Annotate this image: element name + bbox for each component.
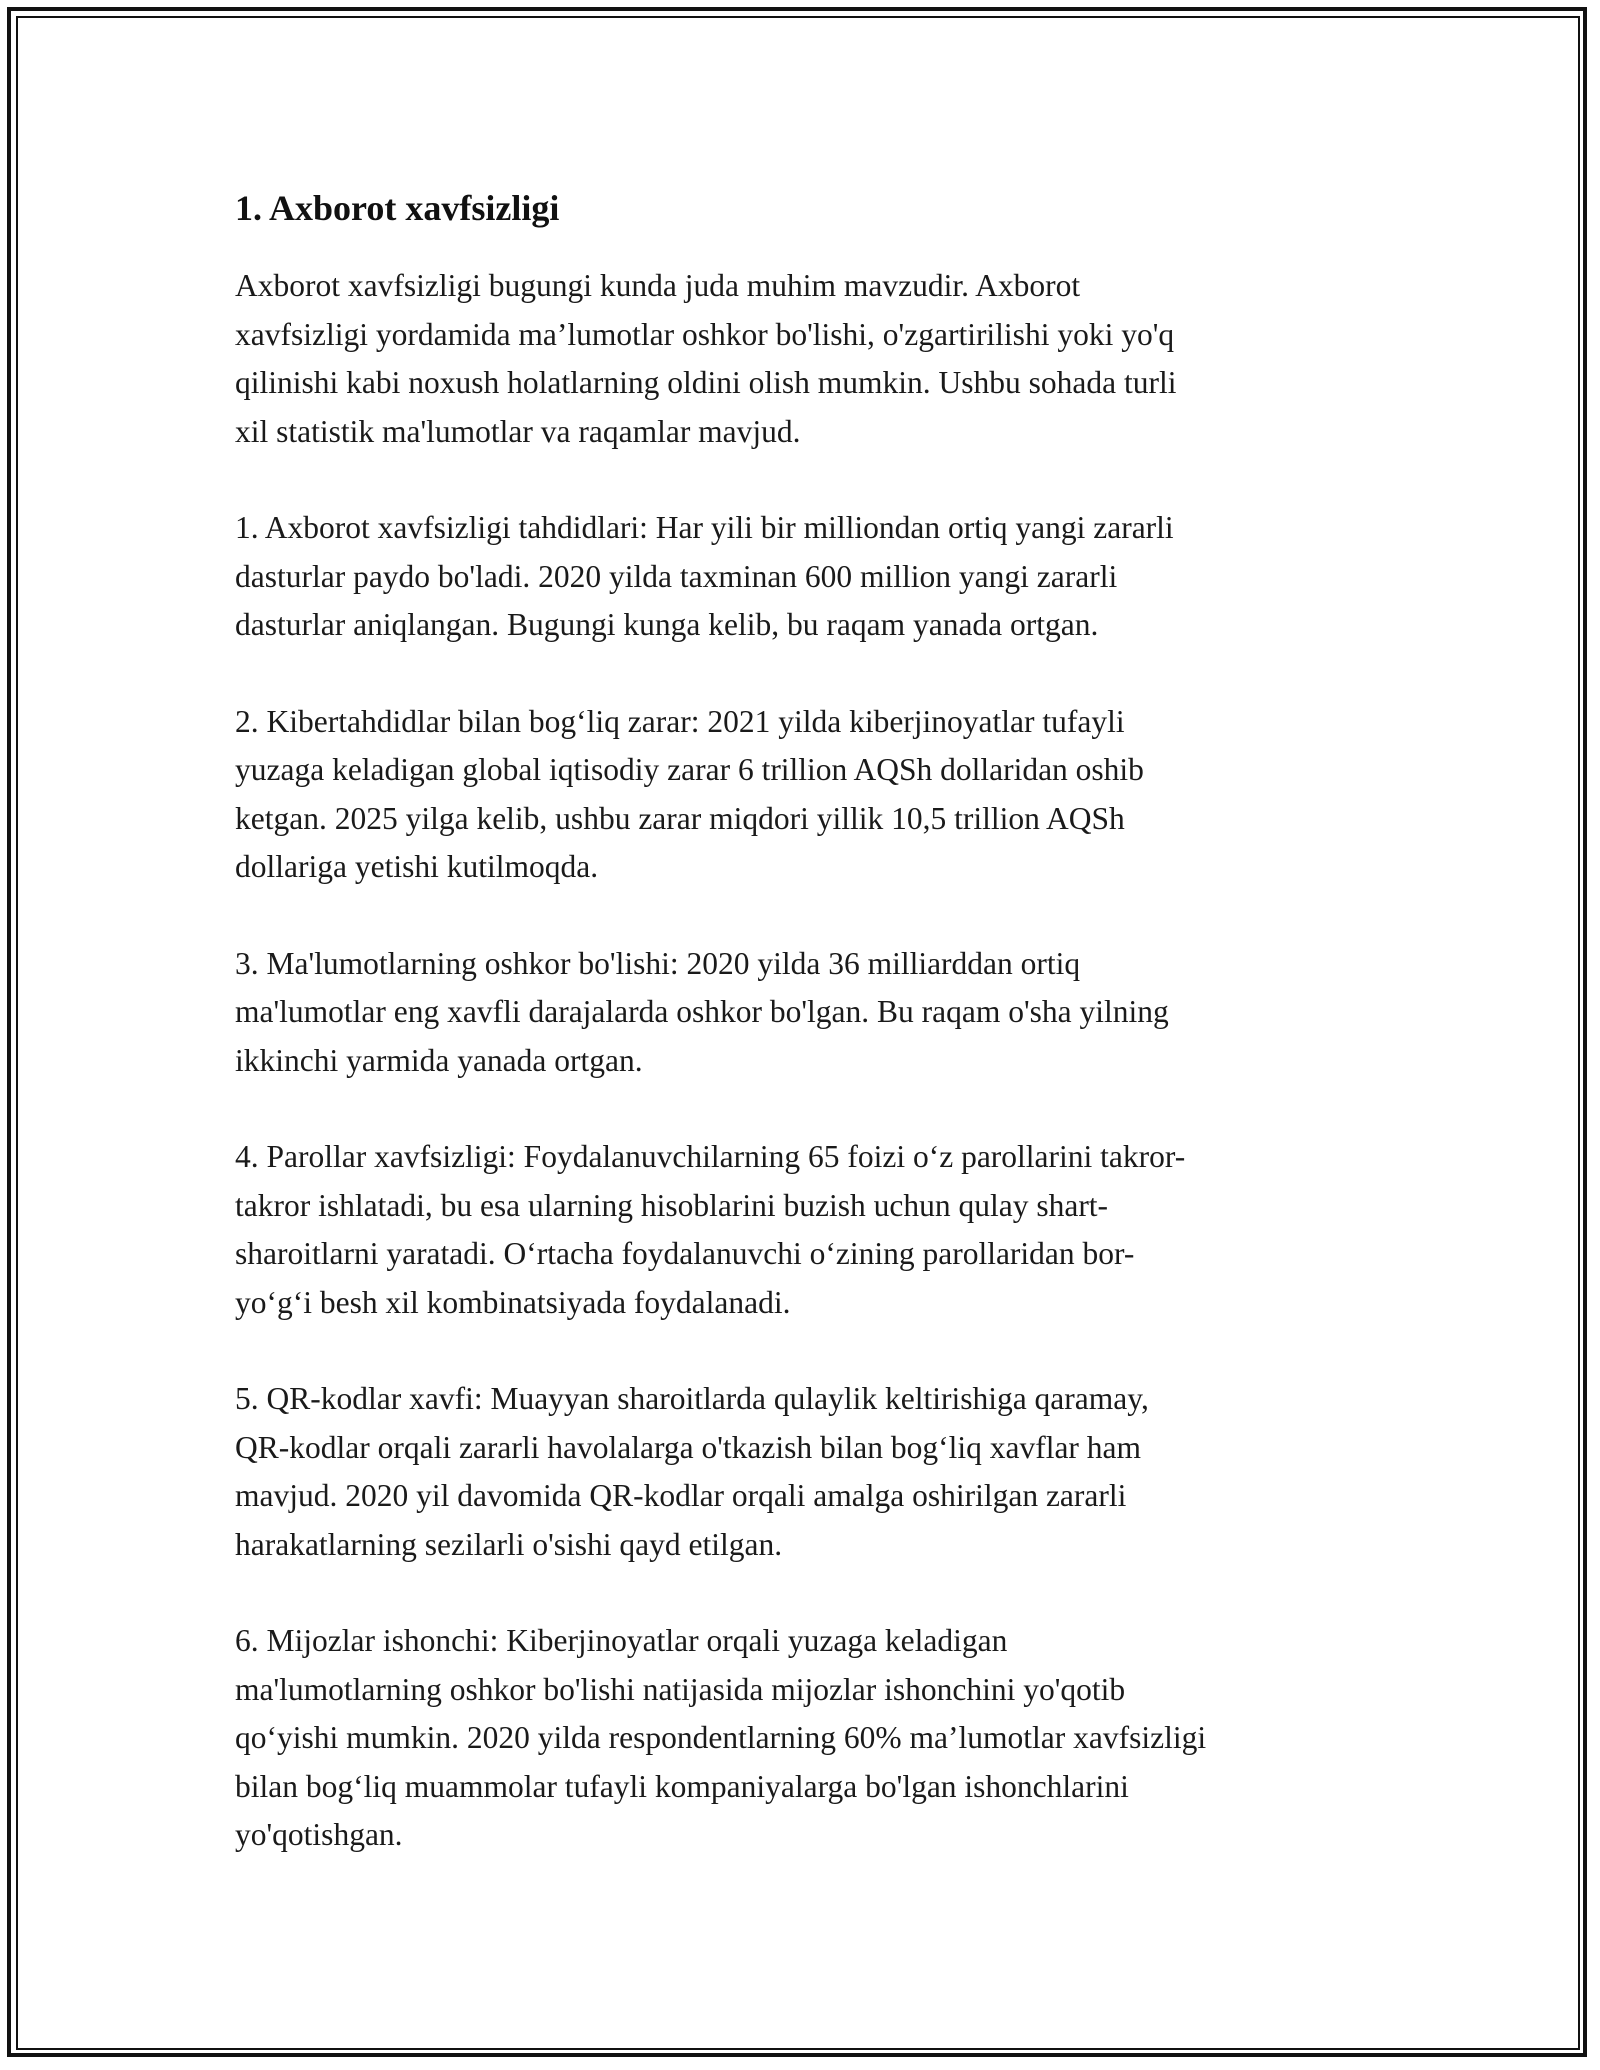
document-title: 1. Axborot xavfsizligi xyxy=(235,188,560,228)
intro-paragraph: Axborot xavfsizligi bugungi kunda juda muhim mavzudir. Axborot xavfsizligi yordamida ma’lumotlar oshkor bo'lishi, o'zgartirilishi yoki yo'q qilinishi kabi noxush holatlarning oldini olish mumkin. Ushbu sohada turli xil statistik ma'lumotlar va raqamlar mavjud. xyxy=(235,268,1177,449)
paragraph-qr-code-risk: 5. QR-kodlar xavfi: Muayyan sharoitlarda qulaylik keltirishiga qaramay, QR-kodlar orqali zararli havolalarga o'tkazish bilan bog‘liq xavflar ham mavjud. 2020 yil davomida QR-kodlar orqali amalga oshirilgan zararli harakatlarning sezilarli o'sishi qayd etilgan. xyxy=(235,1381,1149,1562)
paragraph-customer-trust: 6. Mijozlar ishonchi: Kiberjinoyatlar orqali yuzaga keladigan ma'lumotlarning oshkor bo'lishi natijasida mijozlar ishonchini yo'qotib qo‘yishi mumkin. 2020 yilda respondentlarning 60% ma’lumotlar xavfsizligi bilan bog‘liq muammolar tufayli kompaniyalarga bo'lgan ishonchlarini yo'qotishgan. xyxy=(235,1623,1207,1852)
document-body xyxy=(235,186,1375,1908)
paragraph-data-exposure: 3. Ma'lumotlarning oshkor bo'lishi: 2020 yilda 36 milliarddan ortiq ma'lumotlar eng xavfli darajalarda oshkor bo'lgan. Bu raqam o'sha yilning ikkinchi yarmida yanada ortgan. xyxy=(235,945,1169,1078)
paragraph-cyber-damage: 2. Kibertahdidlar bilan bog‘liq zarar: 2021 yilda kiberjinoyatlar tufayli yuzaga keladigan global iqtisodiy zarar 6 trillion AQSh dollaridan oshib ketgan. 2025 yilga kelib, ushbu zarar miqdori yillik 10,5 trillion AQSh dollariga yetishi kutilmoqda. xyxy=(235,703,1144,884)
paragraph-password-security: 4. Parollar xavfsizligi: Foydalanuvchilarning 65 foizi o‘z parollarini takror- takror ishlatadi, bu esa ularning hisoblarini buzish uchun qulay shart- sharoitlarni yaratadi. O‘rtacha foydalanuvchi o‘zining parollaridan bor- yo‘g‘i besh xil kombinatsiyada foydalanadi. xyxy=(235,1139,1186,1320)
paragraph-threats: 1. Axborot xavfsizligi tahdidlari: Har yili bir milliondan ortiq yangi zararli dasturlar paydo bo'ladi. 2020 yilda taxminan 600 million yangi zararli dasturlar aniqlangan. Bugungi kunga kelib, bu raqam yanada ortgan. xyxy=(235,510,1174,642)
